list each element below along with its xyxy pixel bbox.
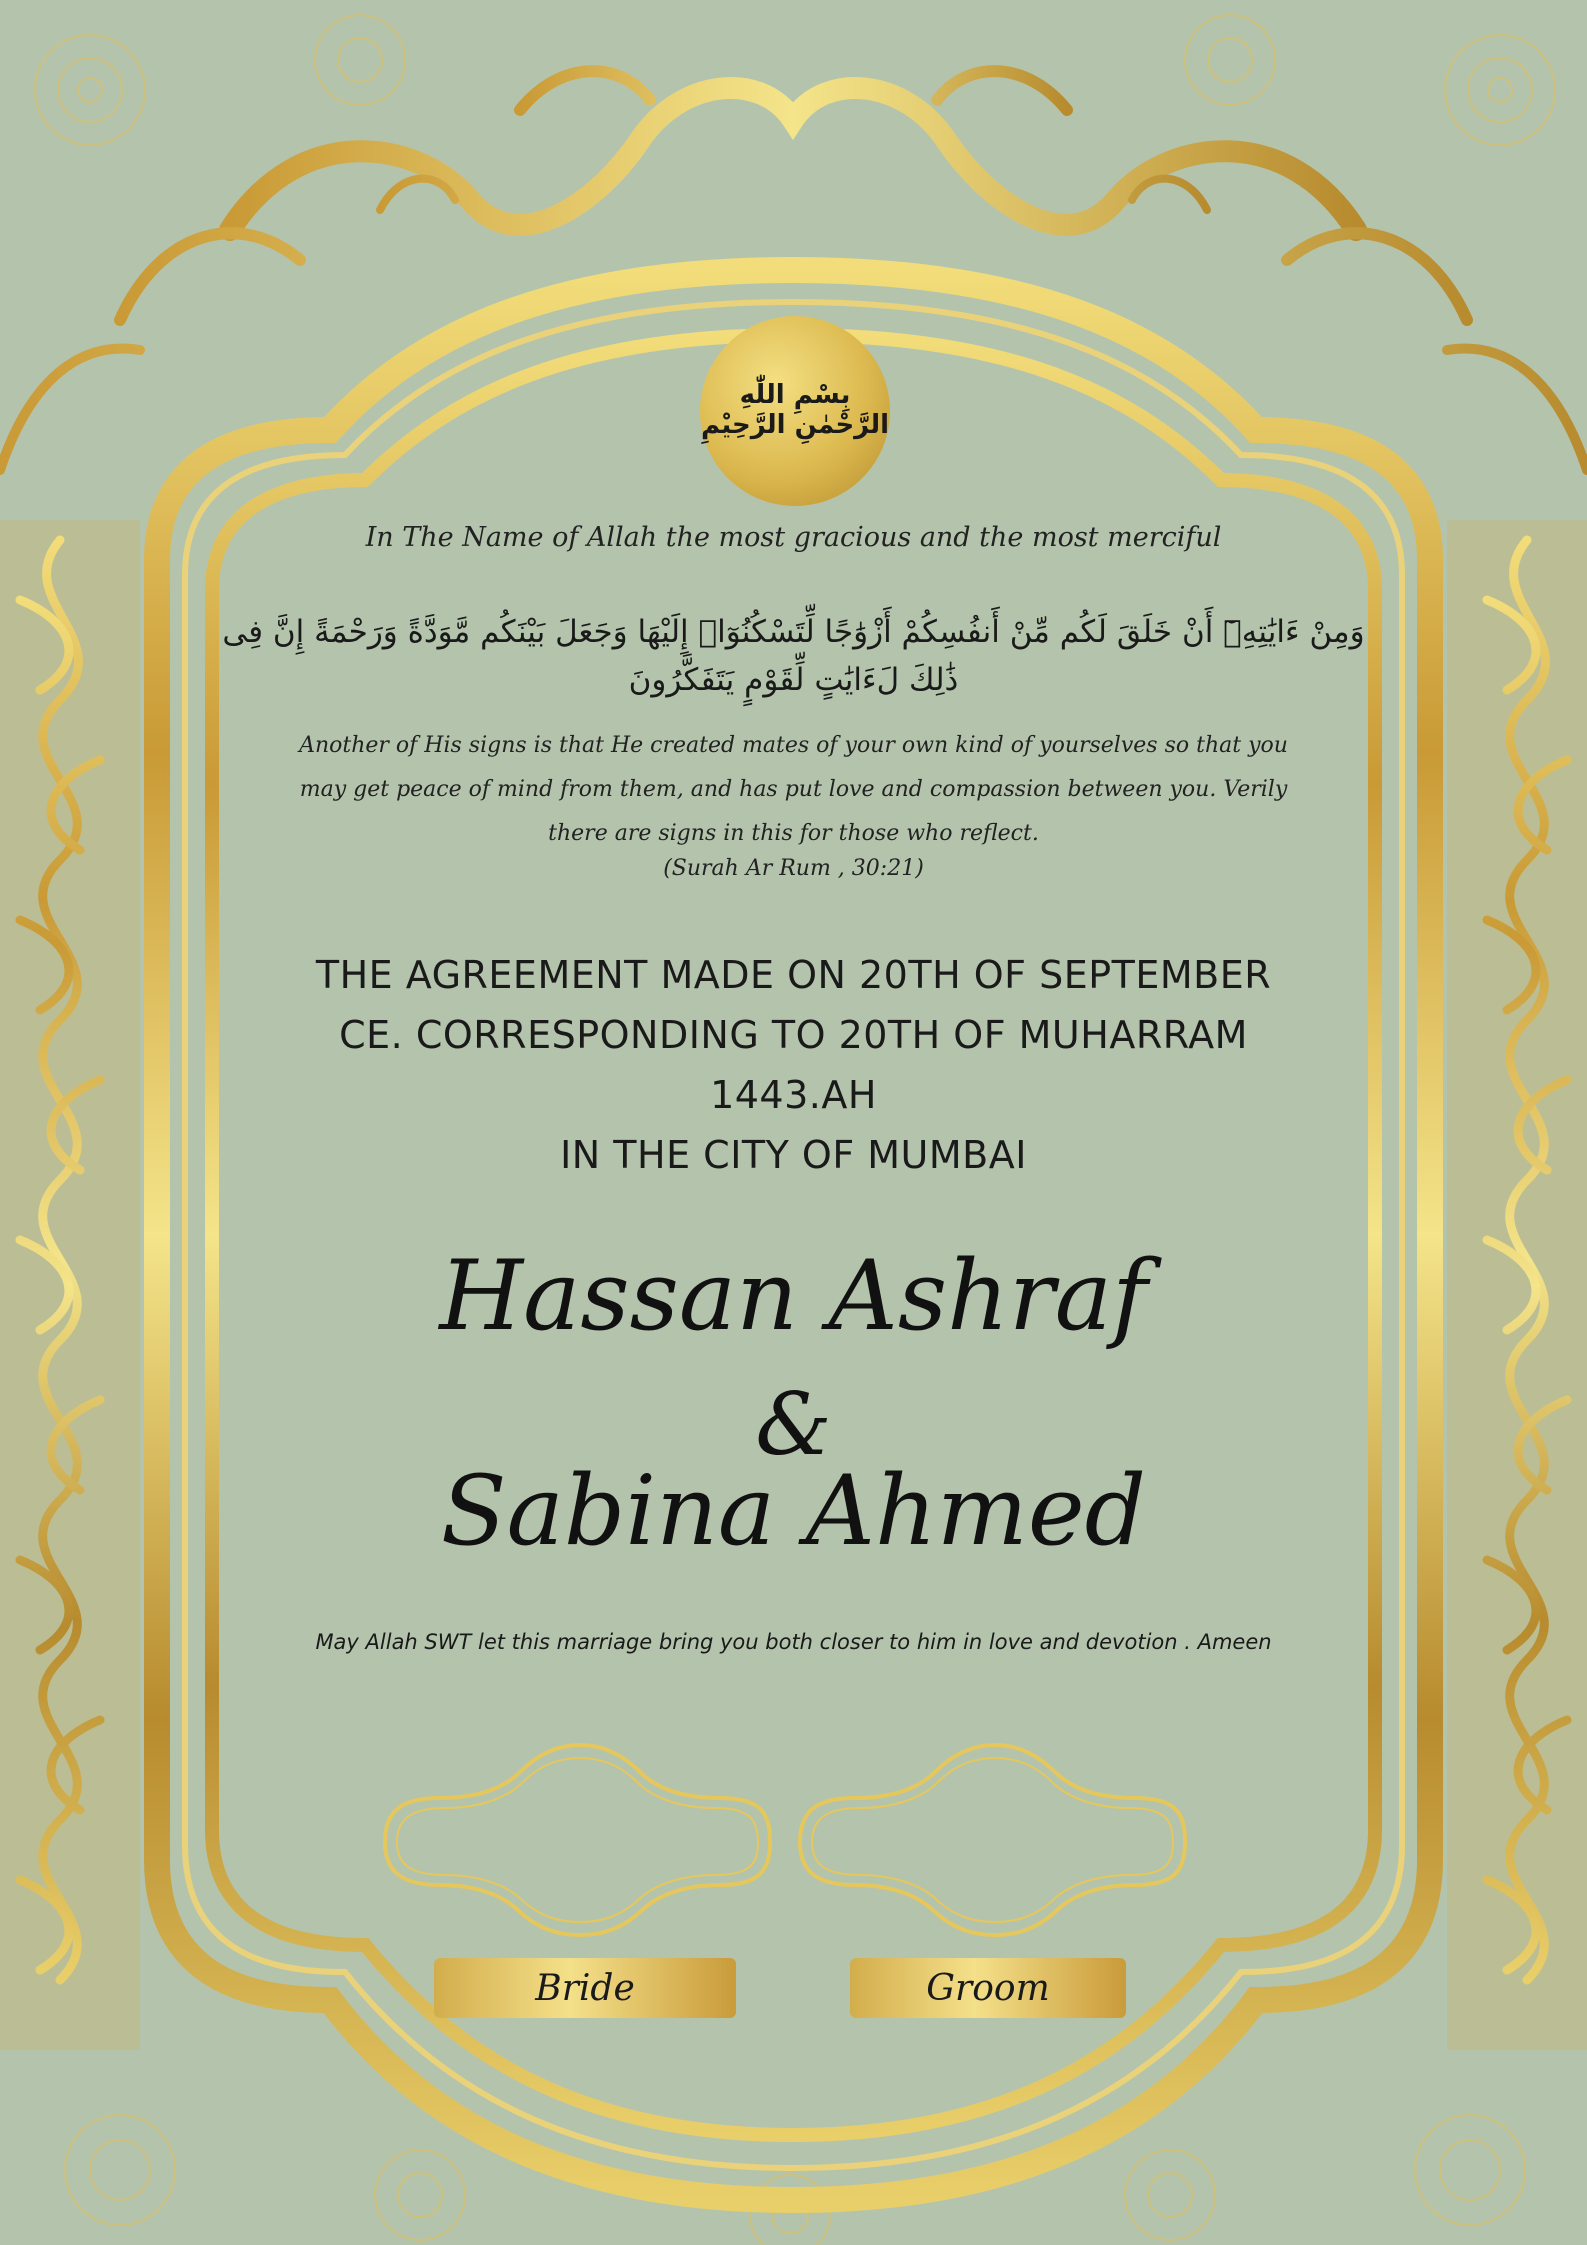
- blessing-text: May Allah SWT let this marriage bring you both closer to him in love and devotion . Ameen: [315, 1630, 1272, 1654]
- groom-name: Hassan Ashraf: [439, 1240, 1148, 1352]
- verse-translation: Another of His signs is that He created mates of your own kind of yourselves so that you may get peace of mind from them, and has put love and compassion between you. Verily there are signs in this for those who reflect.: [299, 733, 1288, 846]
- groom-label-plate: [850, 1958, 1126, 2018]
- groom-label: Groom: [926, 1967, 1050, 2009]
- right-ornament-band: [1447, 520, 1587, 2050]
- bismillah-seal: بِسْمِ اللّٰهِ الرَّحْمٰنِ الرَّحِيْمِ: [700, 316, 890, 506]
- groom-signature-box: [800, 1745, 1185, 1935]
- bride-name: Sabina Ahmed: [440, 1455, 1147, 1567]
- ampersand: &: [755, 1375, 832, 1475]
- agreement-line-1: THE AGREEMENT MADE ON 20TH OF SEPTEMBER: [315, 953, 1272, 997]
- agreement-line-4: IN THE CITY OF MUMBAI: [560, 1133, 1027, 1177]
- bride-label: Bride: [535, 1967, 635, 2009]
- intro-line: In The Name of Allah the most gracious and the most merciful: [365, 522, 1222, 553]
- outer-frame: [157, 270, 1430, 2200]
- quran-verse-arabic: وَمِنْ ءَايَٰتِهِۦٓ أَنْ خَلَقَ لَكُم مِّنْ أَنفُسِكُمْ أَزْوَٰجًا لِّتَسْكُنُوٓا۟ إِلَيْهَا وَجَعَلَ بَيْنَكُم مَّوَدَّةً وَرَحْمَةً إِنَّ فِى ذَٰلِكَ لَءَايَٰتٍ لِّقَوْمٍ يَتَفَكَّرُونَ: [222, 614, 1365, 698]
- verse-reference: (Surah Ar Rum , 30:21): [663, 856, 924, 881]
- groom-signature-box-inner: [812, 1758, 1173, 1922]
- inner-frame: [212, 335, 1375, 2135]
- bride-label-plate: [434, 1958, 736, 2018]
- agreement-line-3: 1443.AH: [710, 1073, 877, 1117]
- agreement-statement: [250, 945, 1337, 1185]
- middle-frame: [185, 302, 1402, 2168]
- bride-signature-box-inner: [397, 1758, 758, 1922]
- bride-signature-box: [385, 1745, 770, 1935]
- agreement-line-2: CE. CORRESPONDING TO 20TH OF MUHARRAM: [339, 1013, 1248, 1057]
- left-ornament-band: [0, 520, 140, 2050]
